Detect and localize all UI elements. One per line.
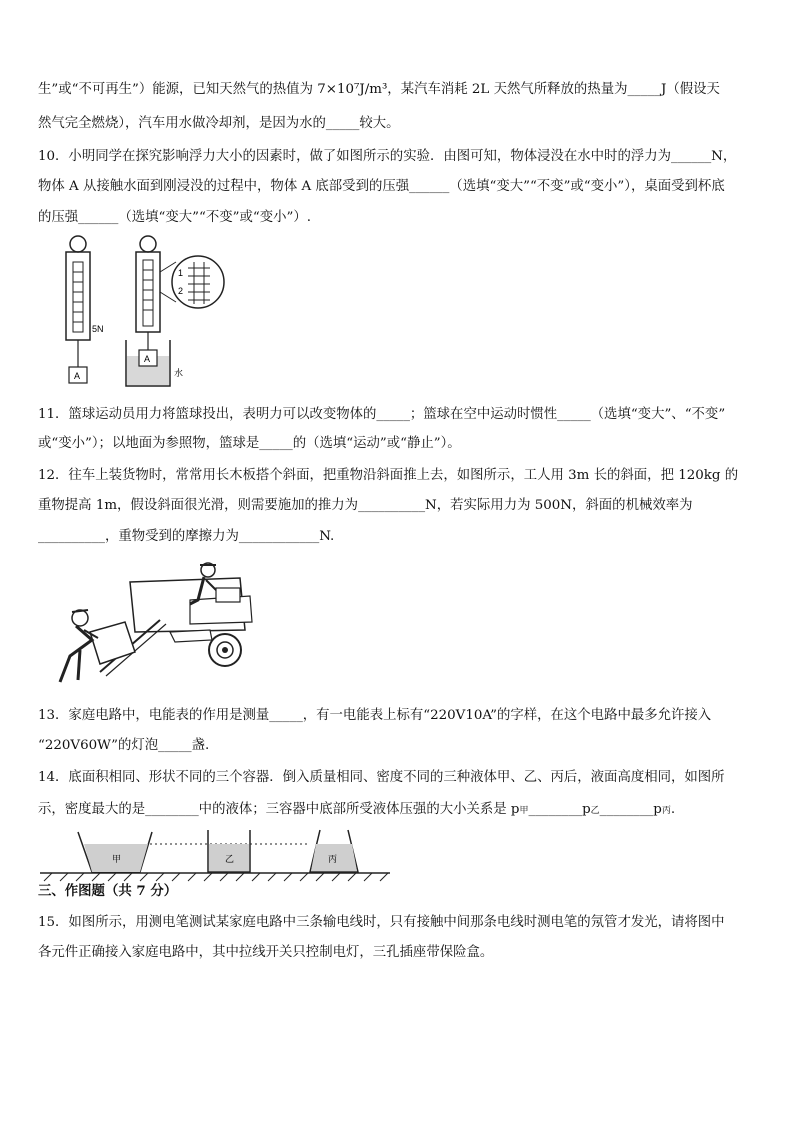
- label-5n: 5N: [92, 324, 104, 334]
- q14-blank-2: ________: [599, 802, 654, 817]
- q11-line-2: 或“变小”）；以地面为参照物，篮球是_____的（选填“运动”或“静止”）。: [38, 436, 461, 451]
- spring-scale-left: [66, 236, 90, 383]
- label-a-right: A: [144, 354, 151, 364]
- sub-bing: 丙: [661, 806, 671, 816]
- p-yi: p: [582, 802, 591, 817]
- label-yi: 乙: [225, 855, 235, 865]
- q9-line-1: 生”或“不可再生”）能源，已知天然气的热值为 7×10⁷J/m³，某汽车消耗 2L 天然气所释放的热量为_____J（假设天: [38, 82, 720, 97]
- q14-line-2-text: 示，密度最大的是________中的液体；三容器中底部所受液体压强的大小关系是 p: [38, 802, 520, 817]
- spring-scale-figure: [48, 232, 248, 392]
- q13-line-2: “220V60W”的灯泡_____盏.: [38, 738, 210, 753]
- cargo-box: [90, 622, 135, 664]
- containers-figure: [40, 826, 400, 882]
- sub-yi: 乙: [590, 806, 600, 816]
- q15-line-2: 各元件正确接入家庭电路中，其中拉线开关只控制电灯，三孔插座带保险盒。: [38, 945, 494, 960]
- q10-line-2: 物体 A 从接触水面到刚浸没的过程中，物体 A 底部受到的压强______（选填“变大”“不变”或“变小”），桌面受到杯底: [38, 179, 725, 194]
- p-bing: p: [653, 802, 662, 817]
- q14-line-2: [38, 800, 758, 821]
- q14-line-1: 14．底面积相同、形状不同的三个容器．倒入质量相同、密度不同的三种液体甲、乙、丙后，液面高度相同，如图所: [38, 770, 725, 785]
- q12-line-3: __________，重物受到的摩擦力为____________N.: [38, 529, 335, 544]
- q10-line-3: 的压强______（选填“变大”“不变”或“变小”）.: [38, 210, 311, 225]
- q12-line-1: 12．往车上装货物时，常常用长木板搭个斜面，把重物沿斜面推上去，如图所示，工人用 3m 长的斜面，把 120kg 的: [38, 468, 739, 483]
- label-water: 水: [174, 369, 184, 379]
- magnified-dial: [160, 256, 224, 308]
- q14-end: .: [670, 802, 676, 817]
- q10-line-1: 10．小明同学在探究影响浮力大小的因素时，做了如图所示的实验．由图可知，物体浸没在水中时的浮力为______N，: [38, 149, 737, 164]
- q12-line-2: 重物提高 1m，假设斜面很光滑，则需要施加的推力为__________N，若实际用力为 500N，斜面的机械效率为: [38, 498, 693, 513]
- q14-blank-1: ________: [528, 802, 583, 817]
- label-bing: 丙: [328, 855, 338, 865]
- q13-line-1: 13．家庭电路中，电能表的作用是测量_____，有一电能表上标有“220V10A”的字样，在这个电路中最多允许接入: [38, 708, 712, 723]
- label-jia: 甲: [112, 855, 122, 865]
- truck-ramp-figure: [40, 560, 270, 695]
- q15-line-1: 15．如图所示，用测电笔测试某家庭电路中三条输电线时，只有接触中间那条电线时测电笔的氖管才发光，请将图中: [38, 915, 725, 930]
- label-a-left: A: [74, 371, 81, 381]
- label-2: 2: [178, 286, 184, 296]
- q9-line-2: 然气完全燃烧），汽车用水做冷却剂，是因为水的_____较大。: [38, 116, 400, 131]
- label-1: 1: [178, 268, 184, 278]
- q11-line-1: 11．篮球运动员用力将篮球投出，表明力可以改变物体的_____；篮球在空中运动时惯性_____（选填“变大”、“不变”: [38, 407, 726, 422]
- sub-jia: 甲: [519, 806, 529, 816]
- worker-pushing: [60, 610, 98, 682]
- section-3-heading: 三、作图题（共 7 分）: [38, 883, 178, 899]
